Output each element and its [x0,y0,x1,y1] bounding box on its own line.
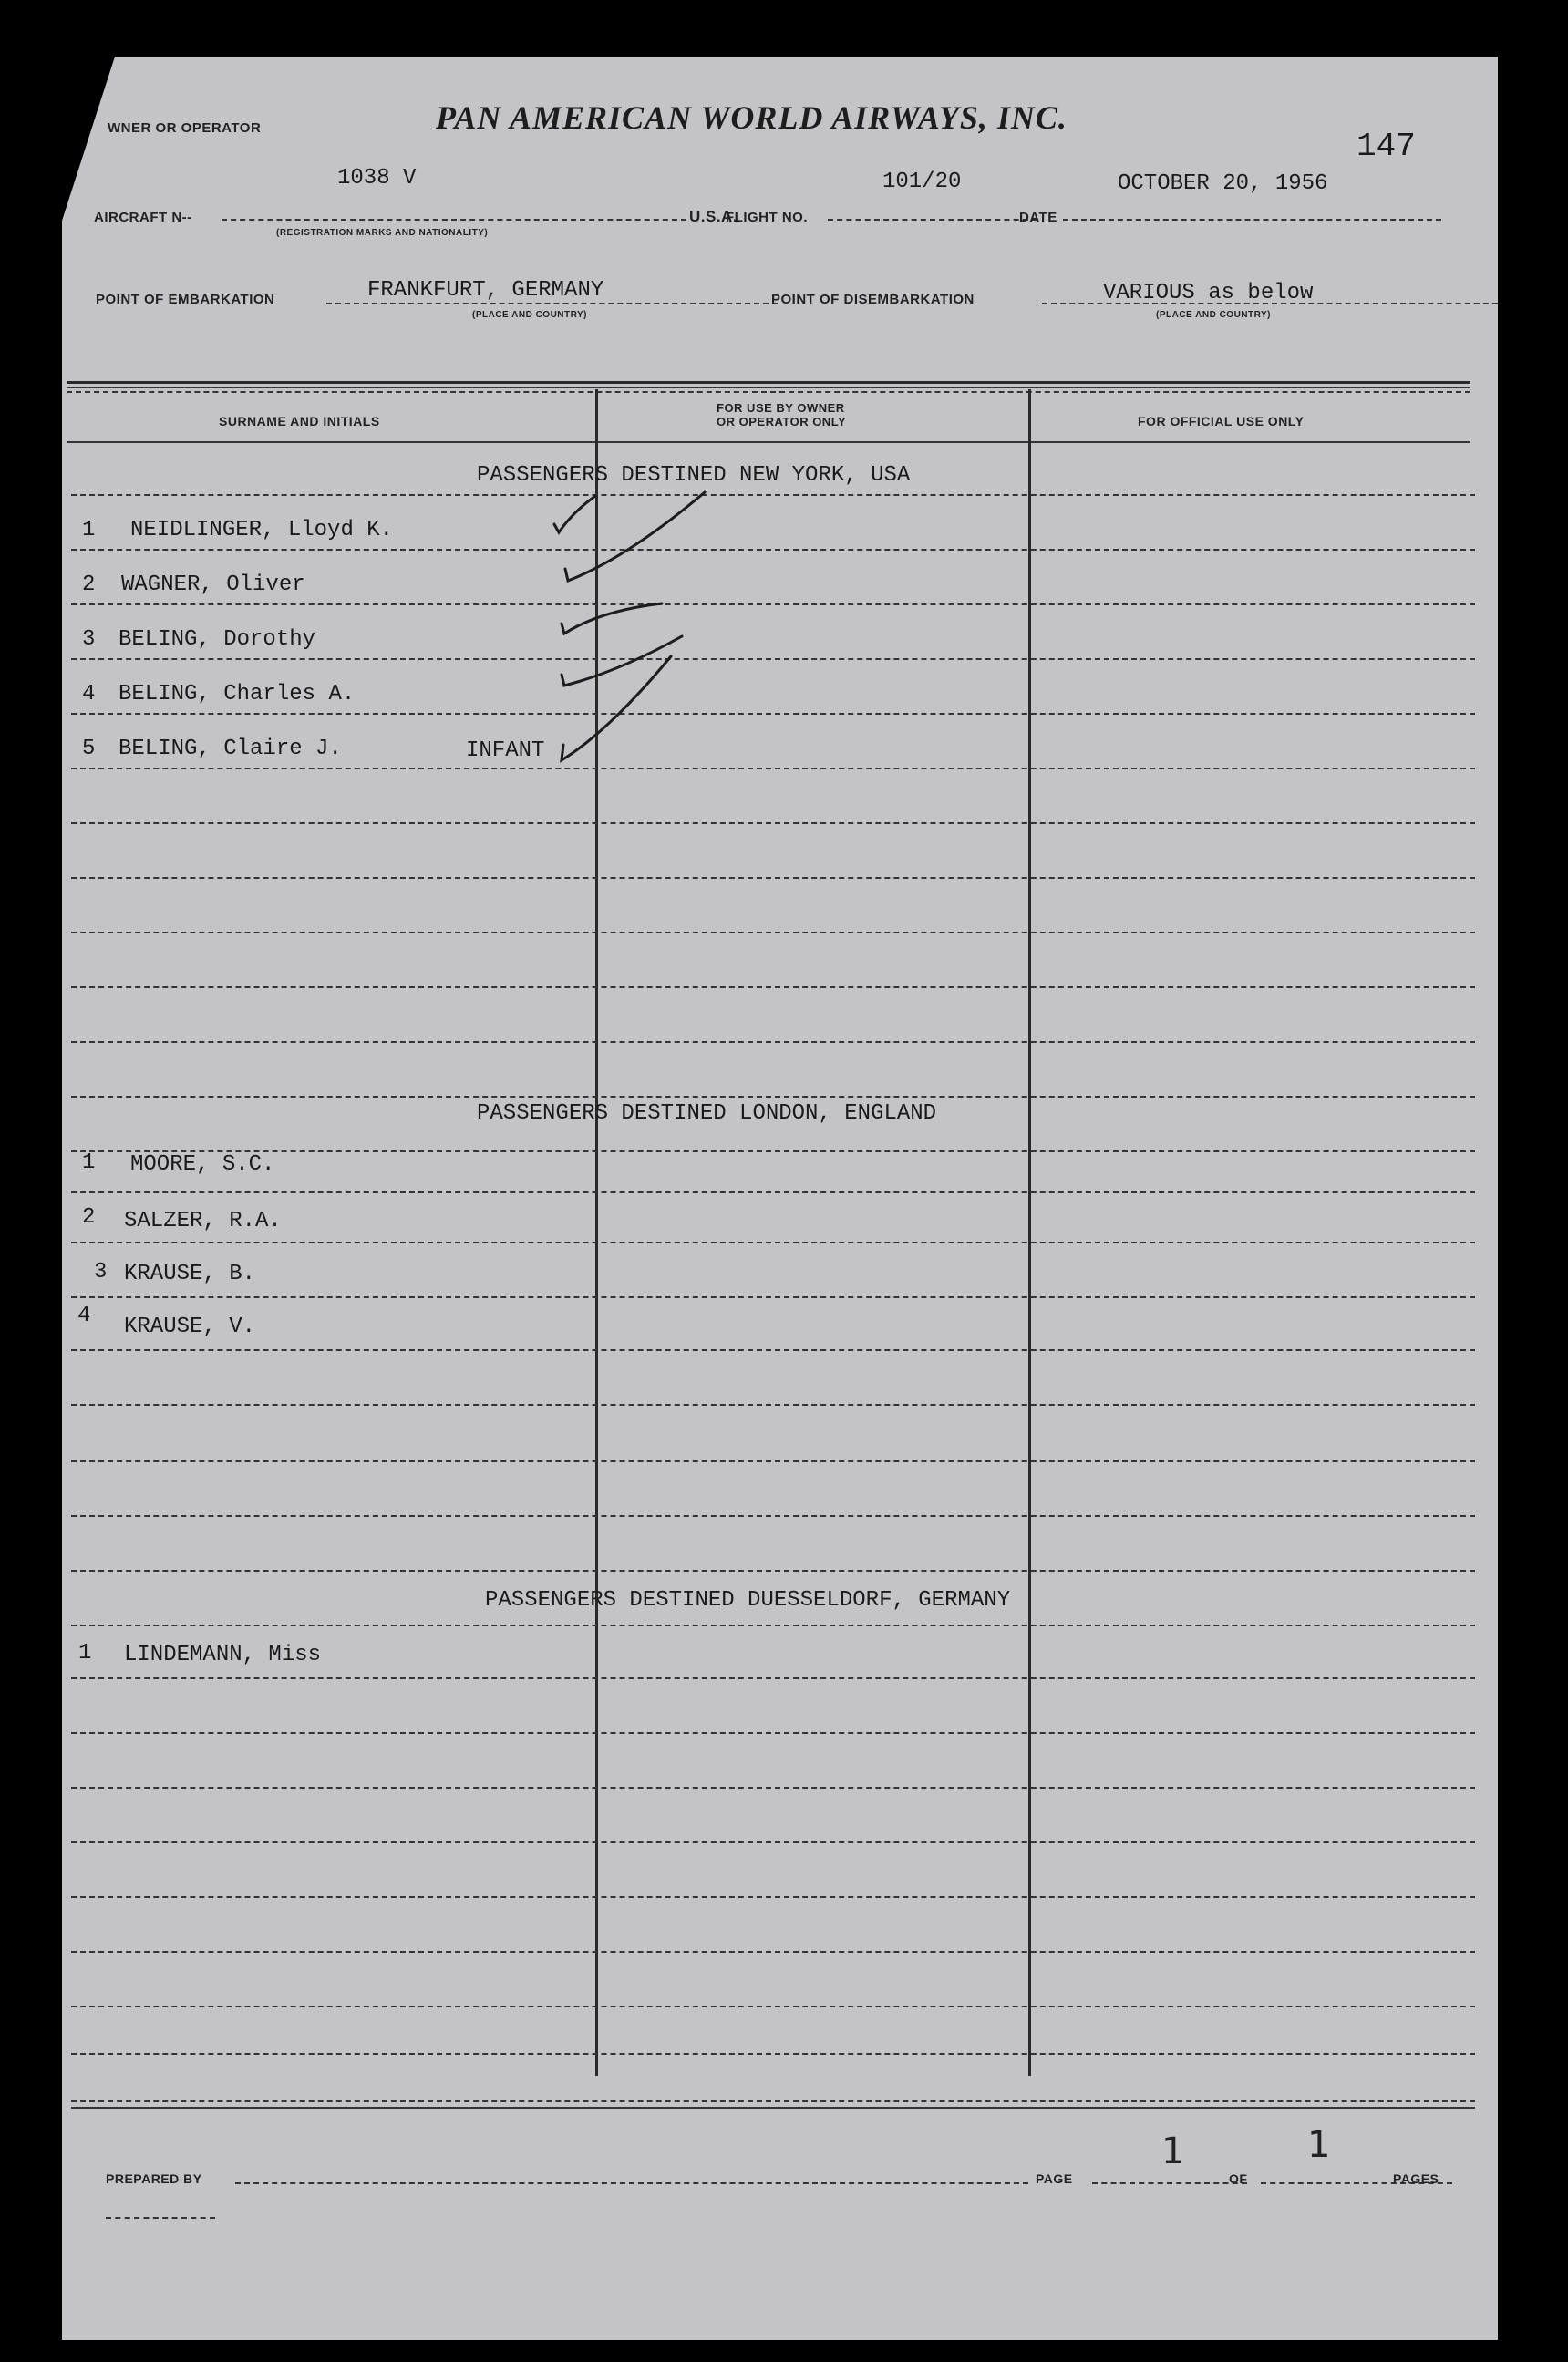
passenger-name: NEIDLINGER, Lloyd K. [130,518,394,542]
row-line [71,1296,1475,1298]
passenger-name: KRAUSE, V. [124,1315,256,1339]
passenger-num: 3 [82,627,96,652]
passenger-num: 2 [82,572,96,597]
col-official: FOR OFFICIAL USE ONLY [1138,414,1305,428]
row-line [71,1349,1475,1351]
handwritten-checkmarks [62,57,1498,877]
passenger-name: WAGNER, Oliver [121,572,305,597]
aircraft-value: 1038 V [337,166,417,191]
row-line [71,877,1475,879]
passenger-num: 1 [78,1641,92,1666]
embark-label: POINT OF EMBARKATION [96,292,275,307]
row-line [71,1242,1475,1243]
row-line [71,1150,1475,1152]
date-label: DATE [1019,210,1057,225]
page-stamp: 147 [1357,128,1416,165]
passenger-name: BELING, Charles A. [119,682,356,707]
date-value: OCTOBER 20, 1956 [1118,171,1328,196]
passenger-num: 1 [82,1150,96,1175]
prepared-label: PREPARED BY [106,2171,202,2186]
bottom-rule [71,2100,1475,2102]
col-surname: SURNAME AND INITIALS [219,414,380,428]
row-line [71,1896,1475,1898]
passenger-num: 4 [77,1304,91,1328]
row-line [71,1191,1475,1193]
col-owner-2: OR OPERATOR ONLY [717,415,847,428]
passenger-name: BELING, Claire J. [119,737,342,761]
row-line [71,1787,1475,1789]
page-line [1092,2182,1247,2184]
row-line [71,2053,1475,2055]
row-line [71,1515,1475,1517]
disembark-sub: (PLACE AND COUNTRY) [1156,310,1271,320]
row-line [71,1625,1475,1626]
row-line [71,2006,1475,2007]
passenger-num: 5 [82,737,96,761]
page-label: PAGE [1036,2171,1073,2186]
prepared-line [235,2182,1028,2184]
embark-value: FRANKFURT, GERMANY [367,278,604,303]
aircraft-sub: (REGISTRATION MARKS AND NATIONALITY) [276,228,489,238]
section-heading-newyork: PASSENGERS DESTINED NEW YORK, USA [477,463,911,488]
embark-sub: (PLACE AND COUNTRY) [472,310,587,320]
section-heading-london: PASSENGERS DESTINED LONDON, ENGLAND [477,1101,937,1126]
usa-label: U.S.A. [689,208,738,225]
flight-label: FLIGHT NO. [726,210,808,225]
aircraft-label: AIRCRAFT N-- [94,210,192,225]
row-line [71,1951,1475,1953]
passenger-num: 4 [82,682,96,707]
row-line [71,1677,1475,1679]
page-value: 1 [1161,2130,1185,2172]
row-line [71,1404,1475,1406]
passenger-name: SALZER, R.A. [124,1209,282,1233]
owner-label: WNER OR OPERATOR [108,120,262,136]
row-line [71,932,1475,933]
airline-title: PAN AMERICAN WORLD AIRWAYS, INC. [436,99,1068,136]
disembark-label: POINT OF DISEMBARKATION [771,292,975,307]
row-line [71,1460,1475,1462]
row-line [71,1096,1475,1098]
passenger-note: INFANT [466,738,545,763]
passenger-num: 1 [82,518,96,542]
bottom-rule-2 [71,2107,1475,2109]
row-line [71,1041,1475,1043]
footer-mark [106,2217,215,2219]
passenger-name: KRAUSE, B. [124,1262,256,1286]
pages-label: PAGES [1393,2171,1439,2186]
passenger-num: 3 [94,1260,108,1284]
col-owner-1: FOR USE BY OWNER [717,401,845,415]
of-label: OF [1229,2171,1248,2186]
passenger-num: 2 [82,1205,96,1230]
disembark-value: VARIOUS as below [1103,281,1314,305]
row-line [71,1841,1475,1843]
row-line [71,986,1475,988]
flight-value: 101/20 [882,170,962,194]
passenger-name: LINDEMANN, Miss [124,1643,322,1667]
row-line [71,1570,1475,1572]
section-heading-duesseldorf: PASSENGERS DESTINED DUESSELDORF, GERMANY [485,1588,1011,1613]
passenger-name: MOORE, S.C. [130,1152,275,1177]
row-line [71,1732,1475,1734]
of-value: 1 [1307,2124,1331,2166]
passenger-name: BELING, Dorothy [119,627,316,652]
manifest-sheet [62,57,1498,2340]
